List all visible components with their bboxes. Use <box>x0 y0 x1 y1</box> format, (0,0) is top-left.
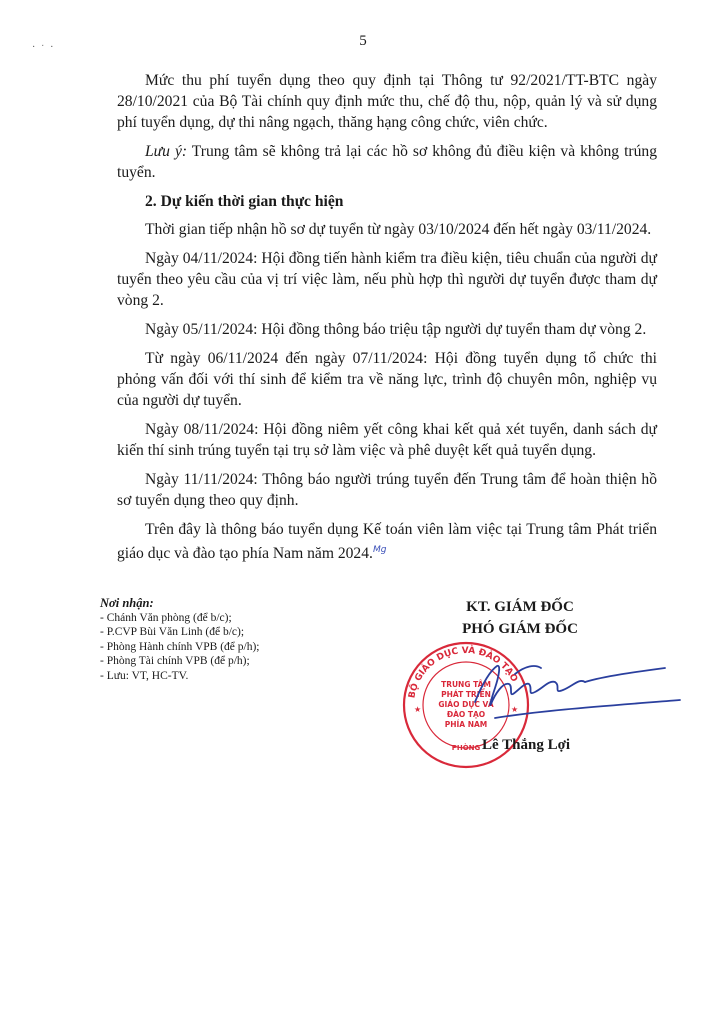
schedule-item: Ngày 05/11/2024: Hội đồng thông báo triệu tập người dự tuyển tham dự vòng 2. <box>145 321 647 338</box>
closing-paragraph <box>117 519 657 564</box>
stamp-star-icon: ★ <box>414 705 422 714</box>
recipient-item: - Chánh Văn phòng (để b/c); <box>100 611 232 624</box>
schedule-item: Ngày 08/11/2024: Hội đồng niêm yết công khai kết quả xét tuyển, danh sách dự kiến thí sinh trúng tuyển tại trụ sở làm việc và phê duyệt kết quả tuyển dụng. <box>117 421 657 459</box>
handwritten-signature <box>455 652 685 732</box>
closing-text: Trên đây là thông báo tuyển dụng Kế toán viên làm việc tại Trung tâm Phát triển giáo dục và đào tạo phía Nam năm 2024. <box>117 521 657 563</box>
stamp-center-line: ĐÀO TẠO <box>446 710 486 719</box>
schedule-item: Từ ngày 06/11/2024 đến ngày 07/11/2024: Hội đồng tuyển dụng tổ chức thi phỏng vấn đối với thí sinh để kiểm tra về năng lực, trình độ chuyên môn, nghiệp vụ của người dự tuyển. <box>117 350 657 409</box>
stamp-center-line: PHÍA NAM <box>444 720 488 729</box>
recipient-item: - P.CVP Bùi Văn Linh (để b/c); <box>100 626 245 638</box>
recipients-block <box>100 596 260 683</box>
note-text: Trung tâm sẽ không trả lại các hồ sơ không đủ điều kiện và không trúng tuyển. <box>117 143 657 181</box>
page-number: 5 <box>359 33 367 49</box>
recipient-item: - Lưu: VT, HC-TV. <box>100 669 189 682</box>
recipient-item: - Phòng Hành chính VPB (để p/h); <box>100 640 260 653</box>
stamp-ring-text: BỘ GIÁO DỤC VÀ ĐÀO TẠO <box>407 645 520 700</box>
signature-title-block <box>430 596 610 640</box>
stamp-bottom-text: PHÒNG <box>451 744 481 752</box>
signature-title-line1: KT. GIÁM ĐỐC <box>466 599 574 615</box>
fee-paragraph: Mức thu phí tuyển dụng theo quy định tại Thông tư 92/2021/TT-BTC ngày 28/10/2021 của Bộ Tài chính quy định mức thu, chế độ thu, nộp, quản lý và sử dụng phí tuyển dụng, dự thi nâng ngạch, thăng hạng công chức, viên chức. <box>117 72 657 131</box>
schedule-item: Thời gian tiếp nhận hồ sơ dự tuyển từ ngày 03/10/2024 đến hết ngày 03/11/2024. <box>145 221 652 238</box>
signature-title-line2: PHÓ GIÁM ĐỐC <box>462 621 578 637</box>
signer-name: Lê Thắng Lợi <box>482 737 571 753</box>
recipient-item: - Phòng Tài chính VPB (để p/h); <box>100 655 250 667</box>
note-label: Lưu ý: <box>145 143 188 160</box>
initial-mark: Mg <box>372 545 387 555</box>
schedule-item: Ngày 11/11/2024: Thông báo người trúng tuyển đến Trung tâm để hoàn thiện hồ sơ tuyển dụng theo quy định. <box>117 471 657 509</box>
stamp-center-line: PHÁT TRIỂN <box>441 690 491 699</box>
recipients-title: Nơi nhận: <box>100 596 154 610</box>
note-paragraph <box>117 141 657 183</box>
stamp-center-line: TRUNG TÂM <box>441 680 491 689</box>
stamp-center-line: GIÁO DỤC VÀ <box>438 700 494 709</box>
document-body <box>117 70 657 572</box>
section-heading: 2. Dự kiến thời gian thực hiện <box>145 193 344 210</box>
stamp-star-icon: ★ <box>511 705 519 714</box>
schedule-item: Ngày 04/11/2024: Hội đồng tiến hành kiểm tra điều kiện, tiêu chuẩn của người dự tuyển theo yêu cầu của vị trí việc làm, nếu phù hợp thì người dự tuyển được tham dự vòng 2. <box>117 250 657 309</box>
scan-speck: ·ˑ· <box>32 42 60 53</box>
